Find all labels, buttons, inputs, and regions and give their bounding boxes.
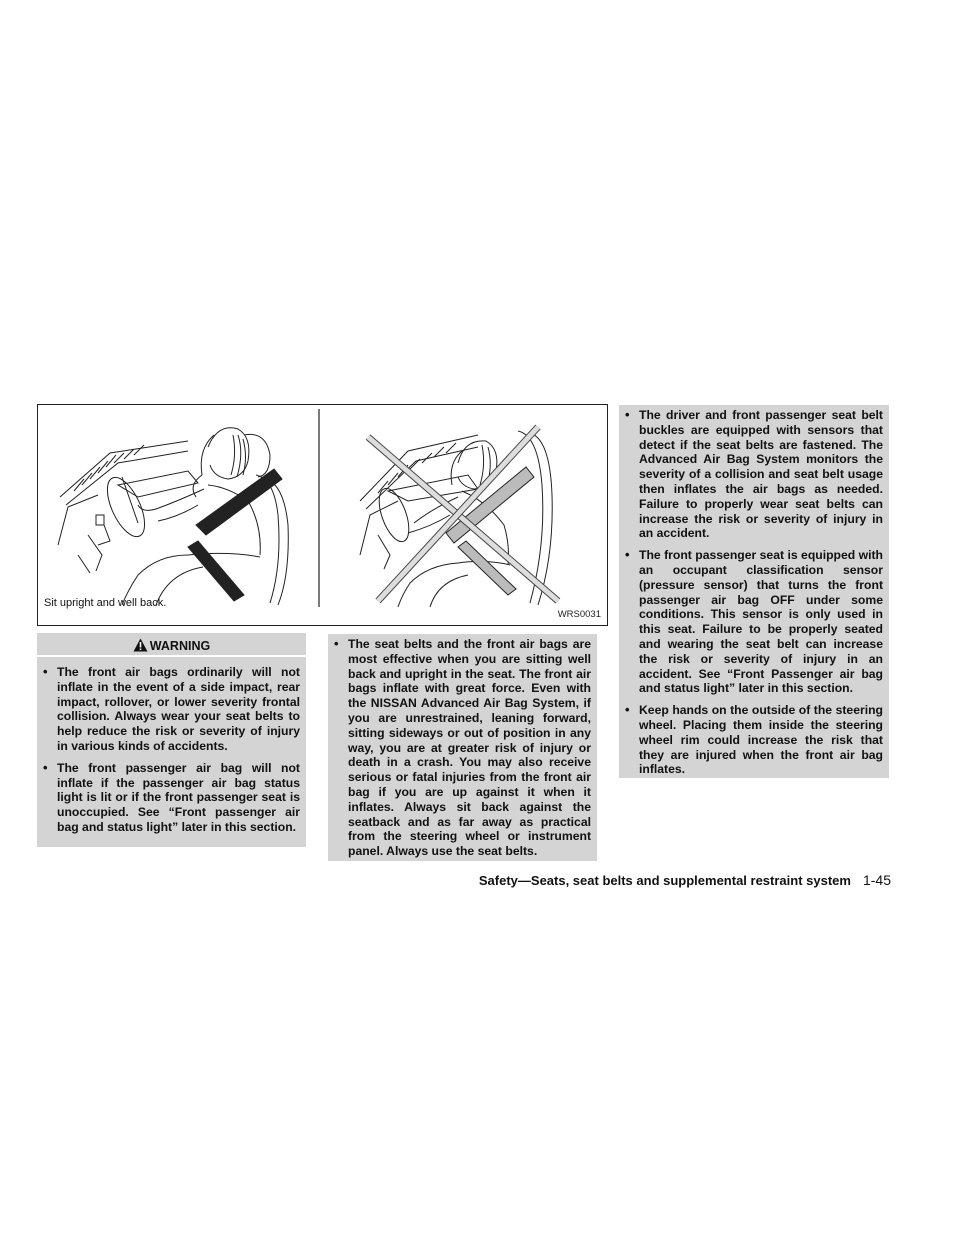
section-title: Safety—Seats, seat belts and supplemental restraint system (478, 873, 851, 888)
list-item: • The driver and front passenger seat belt buckles are equipped with sensors that detect if the seat belts are fastened. The Advanced Air Bag System monitors the severity of a collision and seat belt usage then inflates the air bags as needed. Failure to properly wear seat belts can increase the risk or severity of injury in an accident. (622, 408, 886, 541)
warning-triangle-icon (133, 638, 148, 657)
list-item: • Keep hands on the outside of the steering wheel. Placing them inside the steering wheel rim could increase the risk that they are injured when the front air bag inflates. (622, 703, 886, 777)
list-item: • The seat belts and the front air bags are most effective when you are sitting well back and upright in the seat. The front air bags inflate with great force. Even with the NISSAN Advanced Air Bag System, if you are unrestrained, leaning forward, sitting sideways or out of position in any way, you are at greater risk of injury or death in a crash. You may also receive serious or fatal injuries from the front air bag if you are up against it when it inflates. Always sit back against the seatback and as far away as practical from the steering wheel or instrument panel. Always use the seat belts. (331, 637, 594, 859)
page-footer (479, 872, 891, 888)
figure-code: WRS0031 (557, 609, 601, 620)
list-item: • The front passenger air bag will not inflate if the passenger air bag status light is lit or if the front passenger seat is unoccupied. See “Front passenger air bag and status light” later in this section. (40, 761, 303, 835)
figure-caption: Sit upright and well back. (44, 597, 167, 609)
list-item: • The front passenger seat is equipped with an occupant classification sensor (pressure sensor) that turns the front passenger air bag OFF under some conditions. This sensor is only used in this seat. Failure to be properly seated and wearing the seat belt can increase the risk or severity of injury in an accident. See “Front Passenger air bag and status light” later in this section. (622, 548, 886, 696)
illustration-figure (37, 404, 608, 626)
seating-illustration (38, 405, 607, 625)
page-number: 1-45 (862, 872, 891, 888)
warning-title: WARNING (149, 639, 211, 653)
list-item: • The front air bags ordinarily will not inflate in the event of a side impact, rear impact, rollover, or lower severity frontal collision. Always wear your seat belts to help reduce the risk or severity of injury in various kinds of accidents. (40, 665, 303, 754)
warning-header (36, 637, 307, 657)
middle-list (331, 637, 594, 859)
right-text-box (619, 405, 889, 778)
warning-list (40, 665, 303, 835)
warning-box (37, 633, 306, 847)
middle-text-box (328, 634, 597, 861)
correct-posture-drawing (58, 428, 288, 605)
right-list (622, 408, 886, 777)
